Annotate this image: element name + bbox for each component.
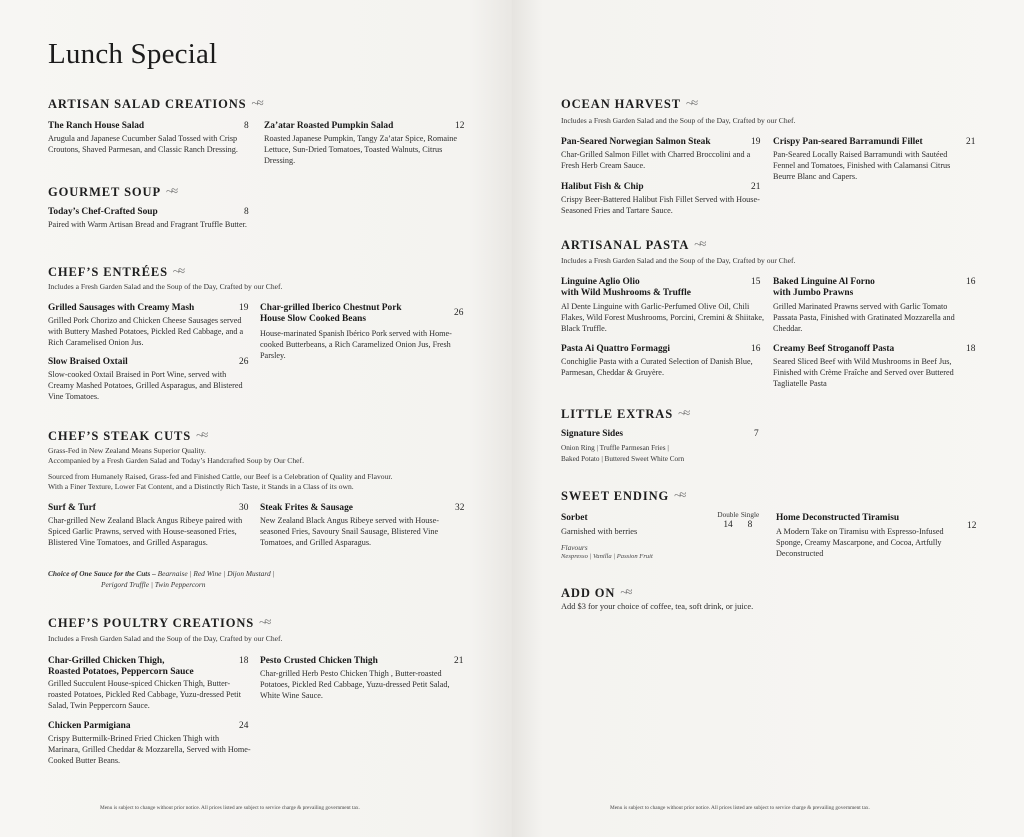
section-title-soup: GOURMET SOUP ~≈	[48, 183, 177, 199]
section-title-extras: LITTLE EXTRAS ~≈	[561, 405, 689, 421]
flavours-label: Flavours	[561, 543, 588, 552]
menu-item	[260, 303, 465, 361]
item-price: 21	[454, 656, 464, 666]
section-title-sweet: SWEET ENDING ~≈	[561, 487, 685, 503]
item-description: New Zealand Black Angus Ribeye served with House-seasoned Fries, Savoury Snail Sausage, Blistered Vine Tomatoes, and Grilled Asparagus.	[260, 516, 439, 547]
item-description: A Modern Take on Tiramisu with Espresso-Infused Sponge, Creamy Mascarpone, and Cocoa, Artfully Deconstructed	[776, 527, 944, 558]
menu-item	[561, 137, 766, 172]
item-description: Grilled Succulent House-spiced Chicken Thigh, Butter-roasted Potatoes, Pickled Red Cabbage, Yuzu-dressed Petit Salad, Twin Peppercorn Sauce.	[48, 679, 241, 710]
item-name: Linguine Aglio Olio	[561, 277, 640, 287]
menu-item	[48, 503, 253, 548]
item-price: 16	[966, 277, 976, 287]
sauce-label: Choice of One Sauce for the Cuts –	[48, 569, 156, 578]
menu-item	[561, 182, 766, 217]
item-name: Pasta Ai Quattro Formaggi	[561, 344, 670, 354]
single-price: 8	[747, 520, 753, 530]
item-price: 15	[751, 277, 761, 287]
section-title-addon: ADD ON ~≈	[561, 584, 631, 600]
menu-item	[260, 503, 465, 548]
item-description: Paired with Warm Artisan Bread and Fragrant Truffle Butter.	[48, 220, 247, 229]
section-note: Sourced from Humanely Raised, Grass-fed and Finished Cattle, our Beef is a Celebration of Quality and Flavour.	[48, 472, 393, 481]
item-description: Roasted Japanese Pumpkin, Tangy Za’atar Spice, Romaine Lettuce, Sun-Dried Tomatoes, Toasted Walnuts, Citrus Dressing.	[264, 134, 457, 165]
item-price: 19	[239, 303, 249, 313]
section-title-steak: CHEF’S STEAK CUTS ~≈	[48, 427, 207, 443]
item-description: Crispy Buttermilk-Brined Fried Chicken Thigh with Marinara, Grilled Cheddar & Mozzarella, Served with Home-Cooked Butter Beans.	[48, 734, 251, 765]
section-note: Includes a Fresh Garden Salad and the Soup of the Day, Crafted by our Chef.	[48, 634, 283, 643]
footer-note: Menu is subject to change without prior notice. All prices listed are subject to service charge & prevailing government tax.	[610, 805, 870, 811]
flavours-list: Nespresso | Vanilla | Passion Fruit	[561, 553, 653, 560]
item-name: Char-grilled Iberico Chestnut Pork	[260, 303, 402, 313]
item-description: Garnished with berries	[561, 527, 638, 536]
item-name: Today’s Chef-Crafted Soup	[48, 207, 158, 217]
section-note: Includes a Fresh Garden Salad and the Soup of the Day, Crafted by our Chef.	[48, 282, 283, 291]
ornament-icon: ~≈	[196, 427, 207, 442]
item-name-line2: with Jumbo Prawns	[773, 288, 854, 298]
menu-item	[260, 656, 465, 701]
section-title-pasta: ARTISANAL PASTA ~≈	[561, 236, 705, 252]
section-note: Includes a Fresh Garden Salad and the Soup of the Day, Crafted by our Chef.	[561, 116, 796, 125]
item-price: 26	[454, 308, 464, 318]
sauce-options-line2: Perigord Truffle | Twin Peppercorn	[101, 580, 206, 589]
item-description: Char-Grilled Salmon Fillet with Charred Broccolini and a Fresh Herb Cream Sauce.	[561, 150, 751, 170]
section-note: With a Finer Texture, Lower Fat Content, and a Distinctly Rich Taste, it Stands in a Class of its own.	[48, 482, 354, 491]
sauce-options: Bearnaise | Red Wine | Dijon Mustard |	[157, 569, 275, 578]
item-price: 21	[966, 137, 976, 147]
item-name: Crispy Pan-seared Barramundi Fillet	[773, 137, 923, 147]
item-description: Char-grilled New Zealand Black Angus Ribeye paired with Spiced Garlic Prawns, served with House-seasoned Fries, Blistered Vine Tomatoes, and Grilled Asparagus.	[48, 516, 243, 547]
menu-item	[48, 303, 253, 348]
ornament-icon: ~≈	[259, 614, 270, 629]
item-name: Creamy Beef Stroganoff Pasta	[773, 344, 895, 354]
menu-item	[561, 429, 766, 464]
menu-item	[48, 207, 253, 231]
item-description: Arugula and Japanese Cucumber Salad Tossed with Crisp Croutons, Shaved Parmesan, and Classic Ranch Dressing.	[48, 134, 238, 154]
item-name: Sorbet	[561, 513, 588, 523]
section-title-poultry: CHEF’S POULTRY CREATIONS ~≈	[48, 614, 270, 630]
section-note: Includes a Fresh Garden Salad and the Soup of the Day, Crafted by our Chef.	[561, 256, 796, 265]
menu-item	[264, 121, 469, 166]
menu-item	[561, 277, 766, 334]
ornament-icon: ~≈	[251, 95, 262, 110]
item-name: Chicken Parmigiana	[48, 721, 131, 731]
item-description: Grilled Pork Chorizo and Chicken Cheese Sausages served with Buttery Mashed Potatoes, Pickled Red Cabbage, and a Rich Caramelised Onion Jus.	[48, 316, 244, 347]
addon-text: Add $3 for your choice of coffee, tea, soft drink, or juice.	[561, 602, 754, 611]
menu-title: Lunch Special	[48, 38, 218, 70]
menu-item	[561, 344, 766, 379]
item-price: 26	[239, 357, 249, 367]
item-description: Slow-cooked Oxtail Braised in Port Wine, served with Creamy Mashed Potatoes, Grilled Asparagus, and Blistered Vine Tomatoes.	[48, 370, 243, 401]
item-name: Signature Sides	[561, 429, 624, 439]
double-price: 14	[723, 520, 733, 530]
item-price: 21	[751, 182, 761, 192]
item-description: Al Dente Linguine with Garlic-Perfumed Olive Oil, Chili Flakes, Wild Forest Mushrooms, Porcini, Cremini & Shiitake, Black Truffle.	[561, 302, 765, 333]
item-name: Surf & Turf	[48, 503, 96, 513]
sauce-choices	[48, 568, 348, 579]
item-description: Char-grilled Herb Pesto Chicken Thigh , Butter-roasted Potatoes, Pickled Red Cabbage, Yuzu-dressed Petit Salad, White Wine Sauce.	[260, 669, 450, 700]
item-name: The Ranch House Salad	[48, 121, 145, 131]
item-price: 24	[239, 721, 249, 731]
item-price: 19	[751, 137, 761, 147]
item-name: Halibut Fish & Chip	[561, 182, 644, 192]
ornament-icon: ~≈	[620, 584, 631, 599]
item-description: Seared Sliced Beef with Wild Mushrooms in Beef Jus, Finished with Crème Fraîche and Served over Buttered Tagliatelle Pasta	[773, 357, 954, 388]
menu-item	[773, 344, 983, 389]
section-title-salad: ARTISAN SALAD CREATIONS ~≈	[48, 95, 262, 111]
ornament-icon: ~≈	[694, 236, 705, 251]
menu-item	[773, 277, 983, 334]
ornament-icon: ~≈	[674, 487, 685, 502]
item-price: 16	[751, 344, 761, 354]
sides-options-line2: Baked Potato | Buttered Sweet White Corn	[561, 454, 685, 463]
item-name: Slow Braised Oxtail	[48, 357, 128, 367]
menu-item-tiramisu	[776, 513, 986, 559]
item-description: Crispy Beer-Battered Halibut Fish Fillet Served with House-Seasoned Fries and Tartare Sauce.	[561, 195, 760, 215]
item-price: 12	[455, 121, 465, 131]
right-page	[512, 0, 1024, 837]
section-title-ocean: OCEAN HARVEST ~≈	[561, 95, 697, 111]
menu-item	[48, 357, 253, 402]
item-description: Conchiglie Pasta with a Curated Selection of Danish Blue, Parmesan, Cheddar & Gruyère.	[561, 357, 753, 377]
item-price: 30	[239, 503, 249, 513]
menu-item	[773, 137, 983, 182]
ornament-icon: ~≈	[678, 405, 689, 420]
item-price: 8	[244, 121, 249, 131]
item-name: Pan-Seared Norwegian Salmon Steak	[561, 137, 711, 147]
item-name: Baked Linguine Al Forno	[773, 277, 875, 287]
item-name: Pesto Crusted Chicken Thigh	[260, 656, 378, 666]
sides-options: Onion Ring | Truffle Parmesan Fries |	[561, 444, 669, 452]
footer-note: Menu is subject to change without prior notice. All prices listed are subject to service charge & prevailing government tax.	[100, 805, 360, 811]
item-price: 12	[967, 521, 977, 531]
menu-item	[48, 656, 253, 711]
item-description: Grilled Marinated Prawns served with Garlic Tomato Passata Pasta, Finished with Gratinated Mozzarella and Cheddar.	[773, 302, 955, 333]
item-price: 8	[244, 207, 249, 217]
single-label: Single	[740, 511, 760, 519]
ornament-icon: ~≈	[172, 263, 184, 278]
item-name: Za’atar Roasted Pumpkin Salad	[264, 121, 394, 131]
item-price: 7	[754, 429, 759, 439]
item-price: 18	[239, 656, 249, 666]
section-title-entrees: CHEF’S ENTRÉES ~≈	[48, 263, 184, 279]
item-name: Char-Grilled Chicken Thigh,	[48, 656, 165, 666]
item-price: 18	[966, 344, 976, 354]
menu-item	[48, 721, 253, 766]
item-name: Home Deconstructed Tiramisu	[776, 513, 900, 523]
item-name-line2: Roasted Potatoes, Peppercorn Sauce	[48, 667, 194, 677]
item-name: Steak Frites & Sausage	[260, 503, 353, 513]
item-name-line2: with Wild Mushrooms & Truffle	[561, 288, 691, 298]
section-note: Grass-Fed in New Zealand Means Superior Quality.	[48, 446, 206, 455]
item-price: 32	[455, 503, 465, 513]
menu-item	[48, 121, 253, 156]
ornament-icon: ~≈	[166, 183, 177, 198]
double-label: Double	[717, 511, 739, 519]
item-name: Grilled Sausages with Creamy Mash	[48, 303, 195, 313]
item-description: House-marinated Spanish Ibérico Pork served with Home-cooked Butterbeans, a Rich Caramelized Onion Jus, Fresh Parsley.	[260, 329, 452, 360]
section-note: Accompanied by a Fresh Garden Salad and Today’s Handcrafted Soup by Our Chef.	[48, 456, 304, 465]
item-name-line2: House Slow Cooked Beans	[260, 314, 367, 324]
item-description: Pan-Seared Locally Raised Barramundi with Sautéed Fennel and Tomatoes, Finished with Calamansi Citrus Beurre Blanc and Capers.	[773, 150, 951, 181]
ornament-icon: ~≈	[685, 95, 697, 110]
